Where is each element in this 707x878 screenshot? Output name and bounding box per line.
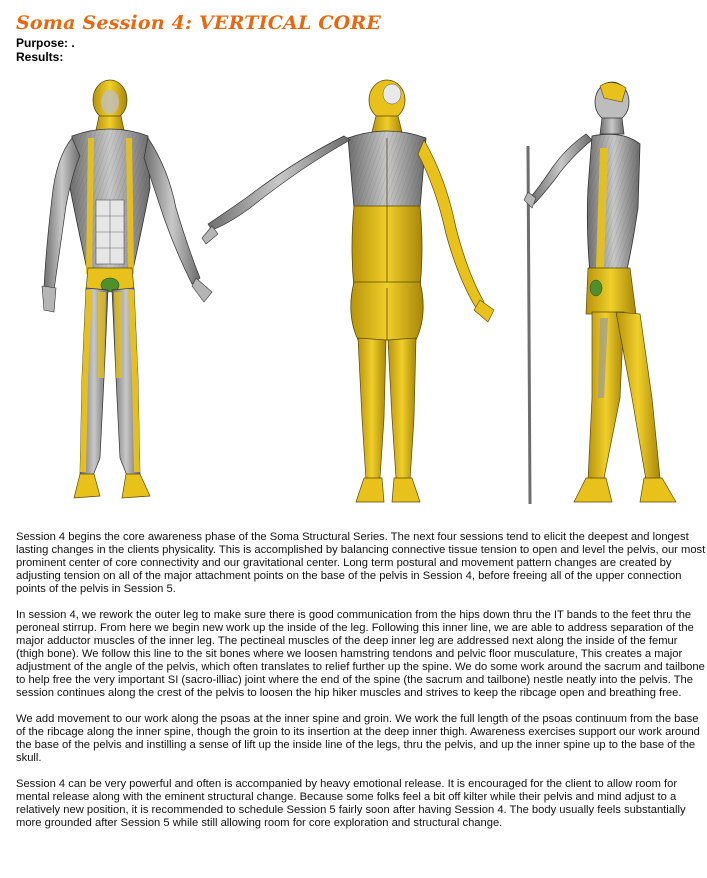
results-label: Results: xyxy=(16,50,64,64)
paragraph-emotional-release: Session 4 can be very powerful and often is accompanied by heavy emotional release. It is encouraged for the client to allow room for mental release along with the eminent structural change. Because some folks feel a bit off kilter while their pelvis and mind adjust to a relatively new position, it is recommended to schedule Session 5 fairly soon after having Session 4. The body usually feels substantially more grounded after Session 5 while still allowing room for core exploration and structural change. xyxy=(16,778,686,829)
back-figure xyxy=(202,80,494,502)
front-figure xyxy=(42,80,212,498)
session-description xyxy=(16,531,706,843)
page-title: Soma Session 4: VERTICAL CORE xyxy=(16,12,382,34)
anatomy-figures-illustration xyxy=(0,78,707,518)
paragraph-outer-leg: In session 4, we rework the outer leg to make sure there is good communication from the hips down thru the IT bands to the feet thru the peroneal stirrup. From here we begin new work up the inside of the leg. Following this inner line, we are able to address separation of the major adductor muscles of the inner leg. The pectineal muscles of the deep inner leg are addressed next along the inside of the femur (thigh bone). We follow this line to the sit bones where we loosen hamstring tendons and pelvic floor musculature, This creates a major adjustment of the angle of the pelvis, which often translates to relief further up the spine. We do some work around the sacrum and tailbone to help free the very important SI (sacro-illiac) joint where the end of the spine (the sacrum and tailbone) nestle neatly into the pelvis. The session continues along the crest of the pelvis to loosen the hip hiker muscles and strives to keep the ribcage open and breathing free. xyxy=(16,609,705,699)
purpose-label: Purpose: . xyxy=(16,36,75,50)
paragraph-intro: Session 4 begins the core awareness phase of the Soma Structural Series. The next four sessions tend to elicit the deepest and longest lasting changes in the clients physicality. This is accomplished by balancing connective tissue tension to open and level the pelvis, our most prominent center of core connectivity and our gravitational center. Long term postural and movement pattern changes are created by adjusting tension on all of the major attachment points on the base of the pelvis in Session 4, before freeing all of the upper connection points of the pelvis in Session 5. xyxy=(16,531,706,595)
paragraph-psoas: We add movement to our work along the psoas at the inner spine and groin. We work the full length of the psoas continuum from the base of the ribcage along the inner spine, though the groin to its insertion at the deep inner thigh. Awareness exercises support our work around the base of the pelvis and instilling a sense of lift up the inside line of the legs, thru the pelvis, and up the inner spine up to the base of the skull. xyxy=(16,713,700,764)
side-figure xyxy=(524,82,676,504)
